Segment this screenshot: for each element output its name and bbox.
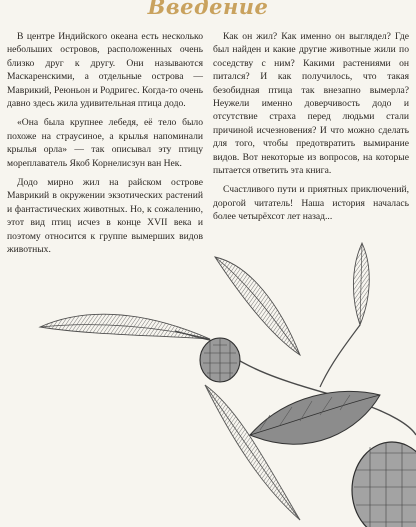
large-fruit xyxy=(352,442,416,527)
left-text-column xyxy=(7,30,203,263)
feather-leaf xyxy=(40,314,210,339)
paragraph: Счастливого пути и приятных приключений, дорогой читатель! Наша история началась более четырёхсот лет назад... xyxy=(213,184,409,223)
narrow-leaf xyxy=(353,243,369,325)
small-fruit xyxy=(200,338,240,382)
page-title: Введение xyxy=(147,0,269,19)
paragraph: «Она была крупнее лебедя, её тело было похоже на страусиное, а крылья напоминали крылья орла» — так описывал эту птицу мореплаватель Якоб Корнелисзун ван Нек. xyxy=(7,117,203,169)
right-text-column xyxy=(213,30,409,230)
plant-illustration xyxy=(0,235,416,527)
large-leaf xyxy=(250,391,380,444)
paragraph: Как он жил? Как именно он выглядел? Где был найден и какие другие животные жили по соседству с ним? Какими растениями он питался? И как получилось, что такая безобидная птица так внезапно вымерла? Неужели именно доверчивость додо и отсутствие страха перед людьми стали причиной исчезновения? И что можно сделать для того, чтобы предотвратить вымирание видов. Вот некоторые из вопросов, на которые пытается ответить эта книга. xyxy=(213,31,409,177)
stem xyxy=(320,325,360,387)
feather-leaf xyxy=(205,385,300,520)
paragraph: Додо мирно жил на райском острове Маврикий в окружении экзотических растений и фантастических животных. Но, к сожалению, этот вид птиц исчез в конце XVII века и поэтому относится к группе вымерших видов животных. xyxy=(7,177,203,256)
paragraph: В центре Индийского океана есть несколько небольших островов, расположенных очень близко друг к другу. Они называются Маскаренскими, а отдельные острова — Маврикий, Реюньон и Родригес. Когда-то очень давно здесь жила удивительная птица додо. xyxy=(7,31,203,110)
